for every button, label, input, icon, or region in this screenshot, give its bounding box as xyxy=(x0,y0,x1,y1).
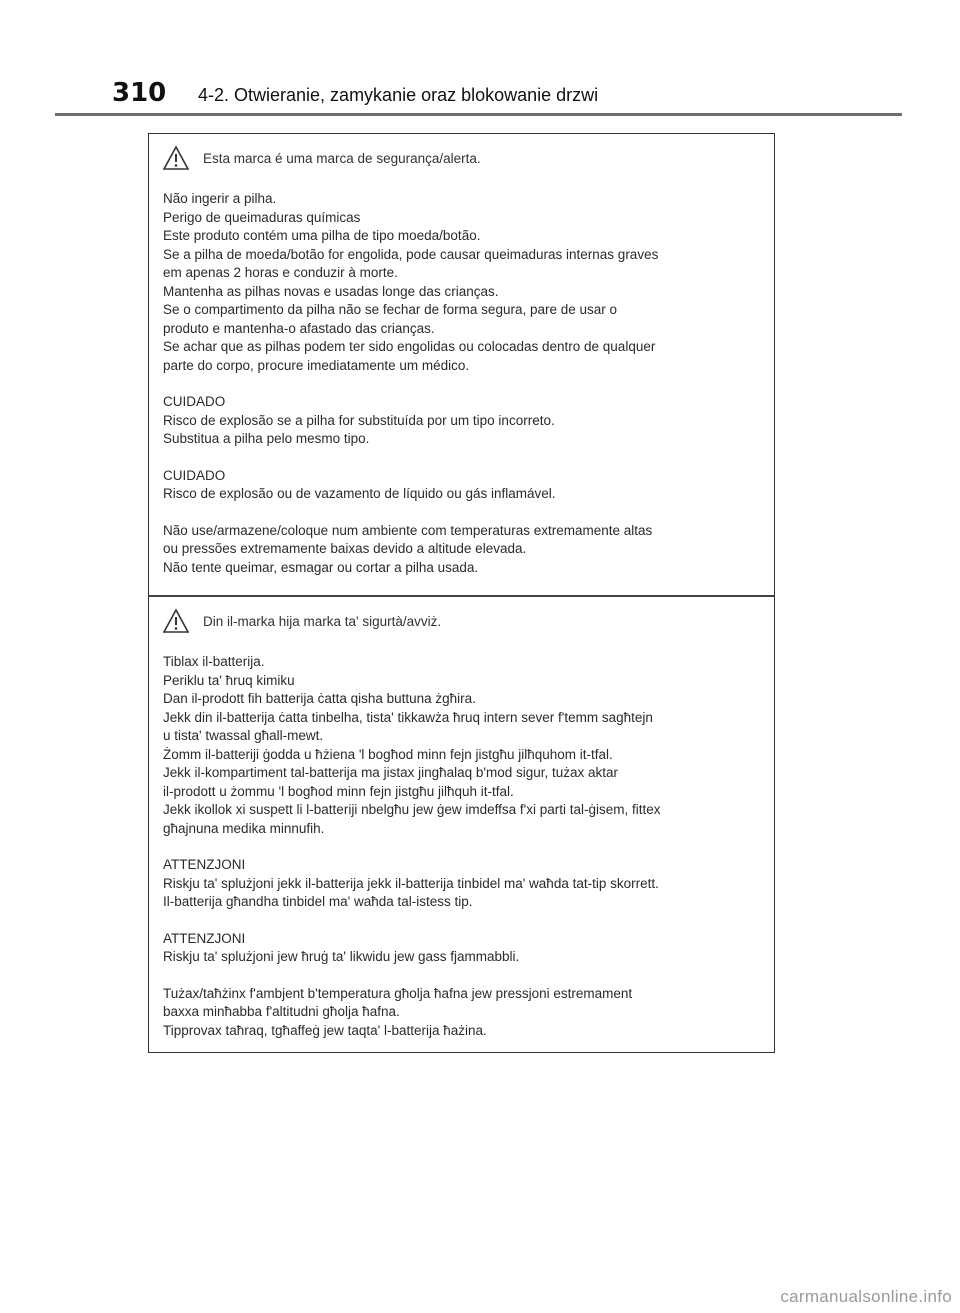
page-header xyxy=(0,0,960,118)
paragraph-caution-leak: CUIDADO Risco de explosão ou de vazamento de líquido ou gás inflamável. xyxy=(163,467,556,501)
paragraph-swallow-warning: Tiblax il-batterija. Periklu ta' ħruq kimiku Dan il-prodott fih batterija ċatta qisha buttuna żgħira. Jekk din il-batterija ċatta tinbelha, tista' tikkawża ħruq intern sever f'temm sagħtejn u tista' twassal għall-mewt. Żomm il-batteriji ġodda u ħżiena 'l bogħod minn fejn jistgħu jilħquhom it-tfal. Jekk il-kompartiment tal-batterija ma jistax jingħalaq b'mod sigur, tużax aktar il-prodott u żommu 'l bogħod minn fejn jistgħu jilħquh it-tfal. Jekk ikollok xi suspett li l-batteriji nbelgħu jew ġew imdeffsa f'xi parti tal-ġisem, fittex għajnuna medika minnufih. xyxy=(163,654,661,836)
notice-portuguese xyxy=(149,134,774,595)
warning-label: Esta marca é uma marca de segurança/alerta. xyxy=(203,150,481,166)
warning-triangle-icon xyxy=(163,145,189,171)
paragraph-swallow-warning: Não ingerir a pilha. Perigo de queimaduras químicas Este produto contém uma pilha de tipo moeda/botão. Se a pilha de moeda/botão for engolida, pode causar queimaduras internas graves em apenas 2 horas e conduzir à morte. Mantenha as pilhas novas e usadas longe das crianças. Se o compartimento da pilha não se fechar de forma segura, pare de usar o produto e mantenha-o afastado das crianças. Se achar que as pilhas podem ter sido engolidas ou colocadas dentro de qualquer parte do corpo, procure imediatamente um médico. xyxy=(163,191,659,373)
battery-warning-notice xyxy=(148,133,775,1053)
paragraph-caution-leak: ATTENZJONI Riskju ta' splużjoni jew ħruġ ta' likwidu jew gass fjammabbli. xyxy=(163,930,520,964)
warning-triangle-icon xyxy=(163,608,189,634)
warning-row xyxy=(163,138,760,178)
warning-row xyxy=(163,601,760,641)
header-divider xyxy=(55,113,902,116)
paragraph-caution-replacement: CUIDADO Risco de explosão se a pilha for substituída por um tipo incorreto. Substitua a pilha pelo mesmo tipo. xyxy=(163,394,555,446)
warning-label: Din il-marka hija marka ta' sigurtà/avviż. xyxy=(203,613,442,629)
paragraph-caution-replacement: ATTENZJONI Riskju ta' splużjoni jekk il-batterija jekk il-batterija tinbidel ma' waħda tat-tip skorrett. Il-batterija għandha tinbidel ma' waħda tal-istess tip. xyxy=(163,857,659,909)
paragraph-environment: Tużax/taħżinx f'ambjent b'temperatura għolja ħafna jew pressjoni estremament baxxa minħabba f'altitudni għolja ħafna. Tipprovax taħraq, tgħaffeġ jew taqta' l-batterija ħażina. xyxy=(163,985,633,1038)
page-number: 310 xyxy=(112,78,167,108)
notice-maltese xyxy=(149,595,774,1054)
footer-watermark[interactable]: carmanualsonline.info xyxy=(780,1287,952,1306)
paragraph-environment: Não use/armazene/coloque num ambiente com temperaturas extremamente altas ou pressões extremamente baixas devido a altitude elevada. Não tente queimar, esmagar ou cortar a pilha usada. xyxy=(163,522,653,575)
section-title: 4-2. Otwieranie, zamykanie oraz blokowanie drzwi xyxy=(198,85,599,105)
